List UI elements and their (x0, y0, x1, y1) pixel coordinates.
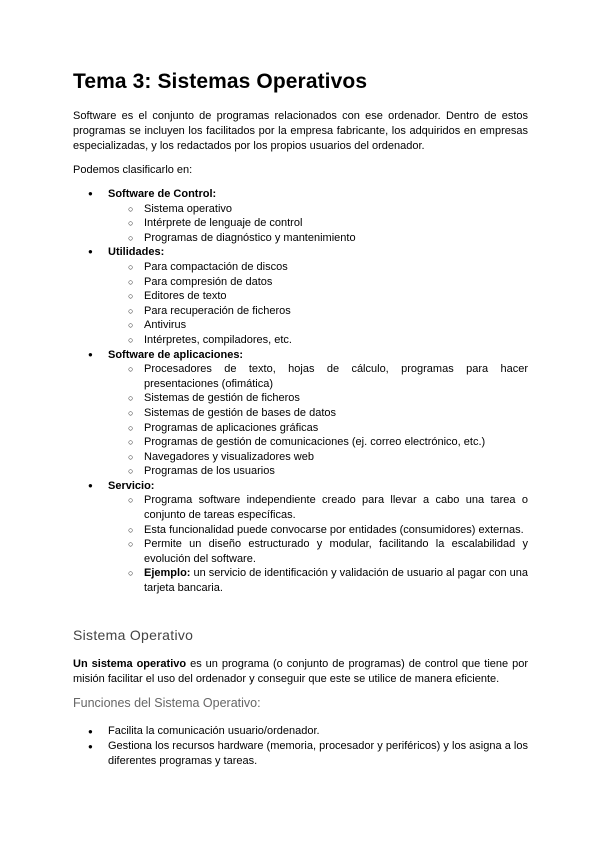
list-item: ○ Programas de los usuarios (108, 464, 528, 479)
list-item: ○ Esta funcionalidad puede convocarse por entidades (consumidores) externas. (108, 523, 528, 538)
definition-paragraph (73, 657, 528, 687)
category-label: Utilidades: (108, 246, 165, 259)
list-item: ○ Programas de diagnóstico y mantenimiento (108, 231, 528, 246)
list-item: ○ Intérprete de lenguaje de control (108, 216, 528, 231)
category-label: Software de Control: (108, 188, 217, 200)
list-item: ○ Editores de texto (108, 289, 528, 304)
list-item: ○ Antivirus (108, 318, 528, 333)
category-label: Servicio: (108, 479, 155, 492)
category-sublist (108, 260, 528, 348)
subsection-heading: Funciones del Sistema Operativo: (73, 696, 261, 710)
example-text: un servicio de identificación y validación de usuario al pagar con una tarjeta bancaria. (144, 567, 528, 595)
category-item (73, 348, 528, 479)
category-item (73, 479, 528, 596)
category-sublist (108, 493, 528, 595)
category-item (73, 187, 528, 245)
list-item: ○ Para compresión de datos (108, 275, 528, 290)
list-item: ○ Para recuperación de ficheros (108, 304, 528, 319)
list-item: ○ Sistemas de gestión de ficheros (108, 391, 528, 406)
section-heading: Sistema Operativo (73, 627, 194, 643)
page-title: Tema 3: Sistemas Operativos (73, 70, 368, 93)
definition-term: Un sistema operativo (73, 658, 187, 670)
list-item: ○ Programas de gestión de comunicaciones (ej. correo electrónico, etc.) (108, 435, 528, 450)
example-label: Ejemplo: (144, 567, 191, 580)
category-sublist (108, 362, 528, 479)
classify-paragraph: Podemos clasificarlo en: (73, 164, 193, 176)
list-item: ○ Programas de aplicaciones gráficas (108, 421, 528, 436)
list-item: ○ Intérpretes, compiladores, etc. (108, 333, 528, 348)
list-item: ● Gestiona los recursos hardware (memoria, procesador y periféricos) y los asigna a los diferentes programas y tareas. (73, 739, 528, 769)
intro-paragraph: Software es el conjunto de programas relacionados con ese ordenador. Dentro de estos programas se incluyen los facilitados por la empresa fabricante, los adquiridos en empresas especializadas, y los redactados por los propios usuarios del ordenador. (73, 110, 528, 152)
list-item: ● Facilita la comunicación usuario/ordenador. (73, 724, 528, 739)
list-item: ○ Sistemas de gestión de bases de datos (108, 406, 528, 421)
list-item: ○ Para compactación de discos (108, 260, 528, 275)
category-label: Software de aplicaciones: (108, 348, 244, 361)
list-item: ○ Programa software independiente creado para llevar a cabo una tarea o conjunto de tareas específicas. (108, 493, 528, 522)
software-categories-list (73, 187, 528, 596)
category-item (73, 245, 528, 347)
category-sublist (108, 202, 528, 246)
definition-text: es un programa (o conjunto de programas) de control que tiene por misión facilitar el uso del ordenador y conseguir que este se utilice de manera eficiente. (73, 658, 528, 685)
list-item (108, 566, 528, 595)
list-item: ○ Procesadores de texto, hojas de cálculo, programas para hacer presentaciones (ofimática) (108, 362, 528, 391)
list-item: ○ Permite un diseño estructurado y modular, facilitando la escalabilidad y evolución del software. (108, 537, 528, 566)
list-item: ○ Navegadores y visualizadores web (108, 450, 528, 465)
list-item: ○ Sistema operativo (108, 202, 528, 217)
functions-list (73, 724, 528, 769)
